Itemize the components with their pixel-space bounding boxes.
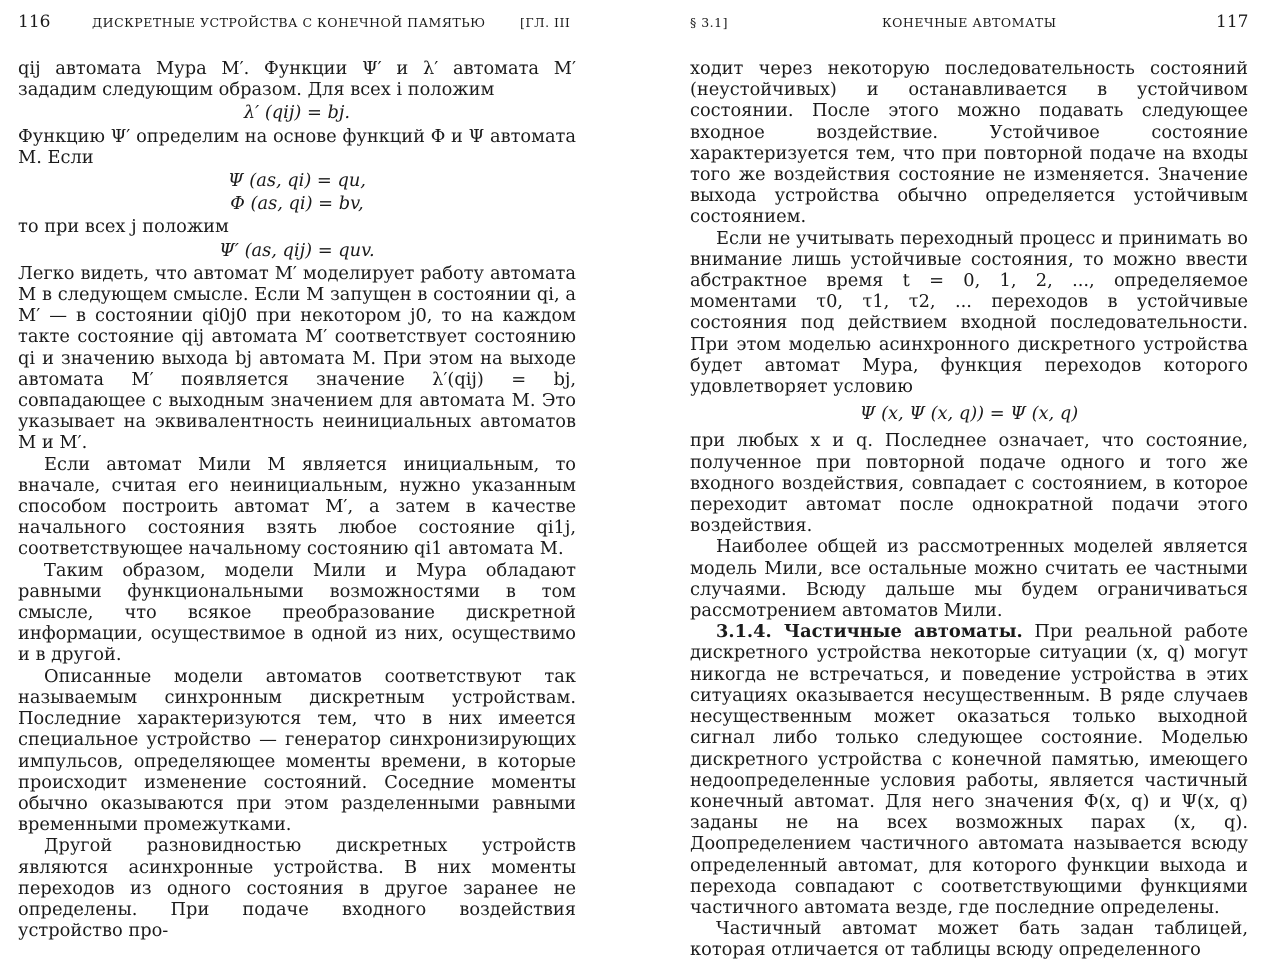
paragraph: то при всех j положим <box>18 216 229 238</box>
paragraph: Другой разновидностью дискретных устройств являются асинхронные устройства. В них моменты переходов из одного состояния в другое заранее не определены. При подаче входного воздействия устройство про- <box>18 835 576 942</box>
left-page <box>0 0 620 970</box>
body-text <box>18 58 576 941</box>
page-number: 116 <box>18 12 51 32</box>
paragraph-text: При реальной работе дискретного устройства некоторые ситуации (x, q) могут никогда не встречаться, и поведение устройства в этих ситуациях оказывается несущественным. В ряде случаев несущественным может оказаться только выходной сигнал либо только следующее состояние. Моделью дискретного устройства с конечной памятью, имеющего недоопределенные условия работы, является частичный конечный автомат. Для него значения Φ(x, q) и Ψ(x, q) заданы не на всех возможных парах (x, q). Доопределением частичного автомата называется всюду определенный автомат, для которого функции выхода и перехода совпадают с соответствующими функциями частичного автомата везде, где последние определены. <box>690 621 1248 918</box>
paragraph: Таким образом, модели Мили и Мура обладают равными функциональными возможностями в том смысле, что всякое преобразование дискретной информации, осуществимое в одной из них, осуществимо и в другой. <box>18 559 576 666</box>
formula: Ψ′ (as, qij) = quv. <box>219 239 375 261</box>
running-head: КОНЕЧНЫЕ АВТОМАТЫ <box>882 15 1057 30</box>
page-number: 117 <box>1216 12 1249 32</box>
paragraph: при любых x и q. Последнее означает, что состояние, полученное при повторной подаче одного и того же входного воздействия, совпадает с состоянием, в которое переходит автомат после однократной подачи этого воздействия. <box>690 430 1248 537</box>
formula: Φ (as, qi) = bv, <box>230 193 364 215</box>
body-text <box>690 58 1248 961</box>
formula: Ψ (x, Ψ (x, q)) = Ψ (x, q) <box>859 403 1079 425</box>
section-ref: § 3.1] <box>690 15 728 30</box>
paragraph: Наиболее общей из рассмотренных моделей является модель Мили, все остальные можно считать ее частными случаями. Всюду дальше мы будем ограничиваться рассмотрением автоматов Мили. <box>690 536 1248 622</box>
formula: λ′ (qij) = bj. <box>243 102 351 124</box>
formula: Ψ (as, qi) = qu, <box>228 170 366 192</box>
paragraph: Частичный автомат может бать задан таблицей, которая отличается от таблицы всюду определенного <box>690 918 1248 961</box>
paragraph: qij автомата Мура M′. Функции Ψ′ и λ′ автомата M′ зададим следующим образом. Для всех i положим <box>18 58 576 101</box>
section-heading: 3.1.4. Частичные автоматы. <box>716 621 1023 643</box>
paragraph: Функцию Ψ′ определим на основе функций Φ и Ψ автомата M. Если <box>18 125 576 168</box>
paragraph: Описанные модели автоматов соответствуют так называемым синхронным дискретным устройствам. Последние характеризуются тем, что в них имеется специальное устройство — генератор синхронизирующих импульсов, определяющее моменты времени, в которые происходит изменение состояний. Соседние моменты обычно оказываются при этом разделенными равными временными промежутками. <box>18 665 576 836</box>
paragraph: ходит через некоторую последовательность состояний (неустойчивых) и останавливается в устойчивом состоянии. После этого можно подавать следующее входное воздействие. Устойчивое состояние характеризуется тем, что при повторной подаче на входы того же воздействия состояние не изменяется. Значение выхода устройства обычно определяется устойчивым состоянием. <box>690 58 1248 228</box>
paragraph: Если автомат Мили M является инициальным, то вначале, считая его неинициальным, нужно указанным способом построить автомат M′, а затем в качестве начального состояния взять любое состояние qi1j, соответствующее начальному состоянию qi1 автомата M. <box>18 453 576 560</box>
right-page <box>650 0 1262 970</box>
paragraph: Легко видеть, что автомат M′ моделирует работу автомата M в следующем смысле. Если M запущен в состоянии qi, а M′ — в состоянии qi0j0 при некотором j0, то на каждом такте состояние qij автомата M′ соответствует состоянию qi и значению выхода bj автомата M. При этом на выходе автомата M′ появляется значение λ′(qij) = bj, совпадающее с выходным значением для автомата M. Это указывает на эквивалентность неинициальных автоматов M и M′. <box>18 262 576 454</box>
running-head: ДИСКРЕТНЫЕ УСТРОЙСТВА С КОНЕЧНОЙ ПАМЯТЬЮ <box>92 15 486 30</box>
paragraph <box>690 621 1248 918</box>
paragraph: Если не учитывать переходный процесс и принимать во внимание лишь устойчивые состояния, то можно ввести абстрактное время t = 0, 1, 2, ..., определяемое моментами τ0, τ1, τ2, ... переходов в устойчивые состояния под действием входной последовательности. При этом моделью асинхронного дискретного устройства будет автомат Мура, функция переходов которого удовлетворяет условию <box>690 227 1248 398</box>
chapter-ref: [ГЛ. III <box>520 15 571 30</box>
